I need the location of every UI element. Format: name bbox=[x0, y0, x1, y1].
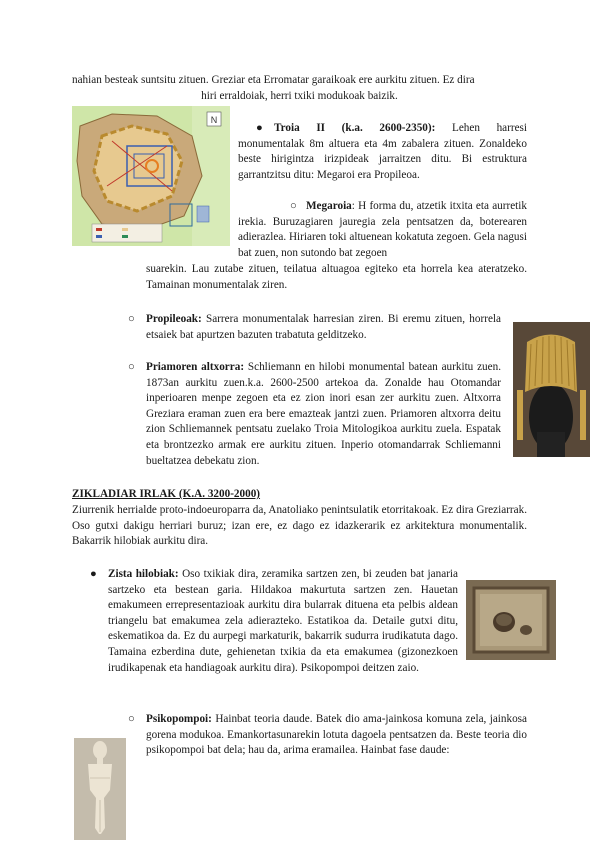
propileoak-bullet: ○ bbox=[128, 313, 135, 325]
megaroia-bullet: ○ bbox=[290, 200, 297, 212]
cist-grave-drawing bbox=[466, 580, 556, 660]
propileoak-paragraph bbox=[146, 312, 501, 343]
psikopompoi-text: Hainbat teoria daude. Batek dio ama-jainkosa komuna zela, jainkosa gorena modukoa. Emankortasunarekin lotuta dagoela pentsatzen da. Beste teoria dio psikopompoi bat dela; hau da, arima eramailea. Hainbat fase daude: bbox=[146, 713, 528, 757]
troia-map-image bbox=[72, 106, 230, 246]
headdress-drawing bbox=[513, 322, 590, 457]
megaroia-title: Megaroia bbox=[306, 200, 352, 212]
intro-line-2: hiri erraldoiak, herri txiki modukoak baizik. bbox=[201, 90, 398, 102]
priamoren-title: Priamoren altxorra: bbox=[146, 361, 245, 373]
troia-title: Troia II (k.a. 2600-2350): bbox=[274, 122, 436, 134]
psikopompoi-paragraph bbox=[146, 712, 527, 759]
megaroia-text: : H forma du, atzetik itxita eta aurretik irekia. Buruzagiaren jauregia zela pentsatzen da, boterearen adierazlea. Hiriaren toki altuenean kokatuta zegoen. Gela nagusi bat zuen, non sutondo bat zegoen bbox=[238, 200, 527, 259]
troia-map-drawing bbox=[72, 106, 230, 246]
troia-text: Lehen harresi monumentalak 8m altuera eta 4m zabalera zituen. Zonaldeko beste hirigintza irizpideak jarraitzen ditu. Bi estruktura garrantzitsu ditu: Megaroi era Propileoa. bbox=[238, 122, 528, 181]
zista-title: Zista hilobiak: bbox=[108, 568, 179, 580]
intro-line-1: nahian besteak suntsitu zituen. Greziar eta Erromatar garaikoak ere aurkitu zituen. Ez dira bbox=[72, 74, 475, 86]
zikladiar-figura-image bbox=[74, 738, 126, 840]
priamoren-altxorra-image bbox=[513, 322, 590, 457]
zikladiar-heading-text: ZIKLADIAR IRLAK (K.A. 3200-2000) bbox=[72, 488, 261, 500]
zista-paragraph bbox=[108, 567, 458, 676]
psikopompoi-bullet: ○ bbox=[128, 713, 135, 725]
zikladiar-heading bbox=[72, 487, 527, 503]
priamoren-text: Schliemann en hilobi monumental batean aurkitu zuen. 1873an aurkitu zuen.k.a. 2600-2500 artekoa da. Zonalde hau Otomandar inperioaren menpe zegoen eta ez zion inori esan zer aurkitu zuen. Altxorra Greziara eraman zuen era bere emazteak jantzi zuen. Priamoren altxorra deitu zion Schliemannek pentsatu zuelako Troia Mitologikoa aurkitu zuela. Espatak eta brontzezko armak ere aurkitu zituen. Inperio otomandarrak Schliemanni bueltatzea debekatu zion. bbox=[146, 361, 502, 467]
priamoren-bullet: ○ bbox=[128, 361, 135, 373]
zista-bullet: ● bbox=[90, 568, 97, 580]
zikladiar-paragraph: Ziurrenik herrialde proto-indoeuroparra da, Anatoliako penintsulatik etorritakoak. Ez dira Greziarrak. Oso gutxi dakigu herriari buruz; izan ere, ez dago ez idazkerarik ez arkitektura monumentalik. Bakarrik hilobiak aurkitu dira. bbox=[72, 504, 527, 548]
propileoak-text: Sarrera monumentalak harresian ziren. Bi eremu zituen, horrela etsaiek bat apurtzen bazuten trabatuta gelditzeko. bbox=[146, 313, 501, 341]
troia-paragraph bbox=[238, 121, 527, 183]
psikopompoi-title: Psikopompoi: bbox=[146, 713, 212, 725]
figurine-drawing bbox=[74, 738, 126, 840]
megaroia-text-continued: suarekin. Lau zutabe zituen, teilatua altuagoa egiteko eta horrela kea ateratzeko. Tamainan monumentalak ziren. bbox=[146, 263, 527, 291]
megaroia-paragraph bbox=[238, 199, 527, 261]
propileoak-title: Propileoak: bbox=[146, 313, 202, 325]
zista-text: Oso txikiak dira, zeramika sartzen zen, bi zeuden bat janaria sartzeko eta bestean garia. Hildakoa makurtuta sartzen zen. Hauetan emakumeen errepresentazioak aurkitu dira bularrak dituena eta pelbis aldean triangelu bat emakumea zela adierazteko. Estatikoa da. Detaile gutxi ditu, eskematikoa da. Ez du aurpegi markaturik, bakarrik sudurra irudikatuta dago. Tamaina ezberdina dute, gehienetan txikia da eta emakumea (gizonezkoen irudikapenak eta handiagoak aurkitu dira). Psikopompoi deitzen zaio. bbox=[108, 568, 458, 674]
troia-bullet: ● bbox=[256, 122, 263, 134]
svg-text:N: N bbox=[210, 115, 218, 125]
zista-hilobia-image bbox=[466, 580, 556, 660]
priamoren-paragraph bbox=[146, 360, 501, 469]
